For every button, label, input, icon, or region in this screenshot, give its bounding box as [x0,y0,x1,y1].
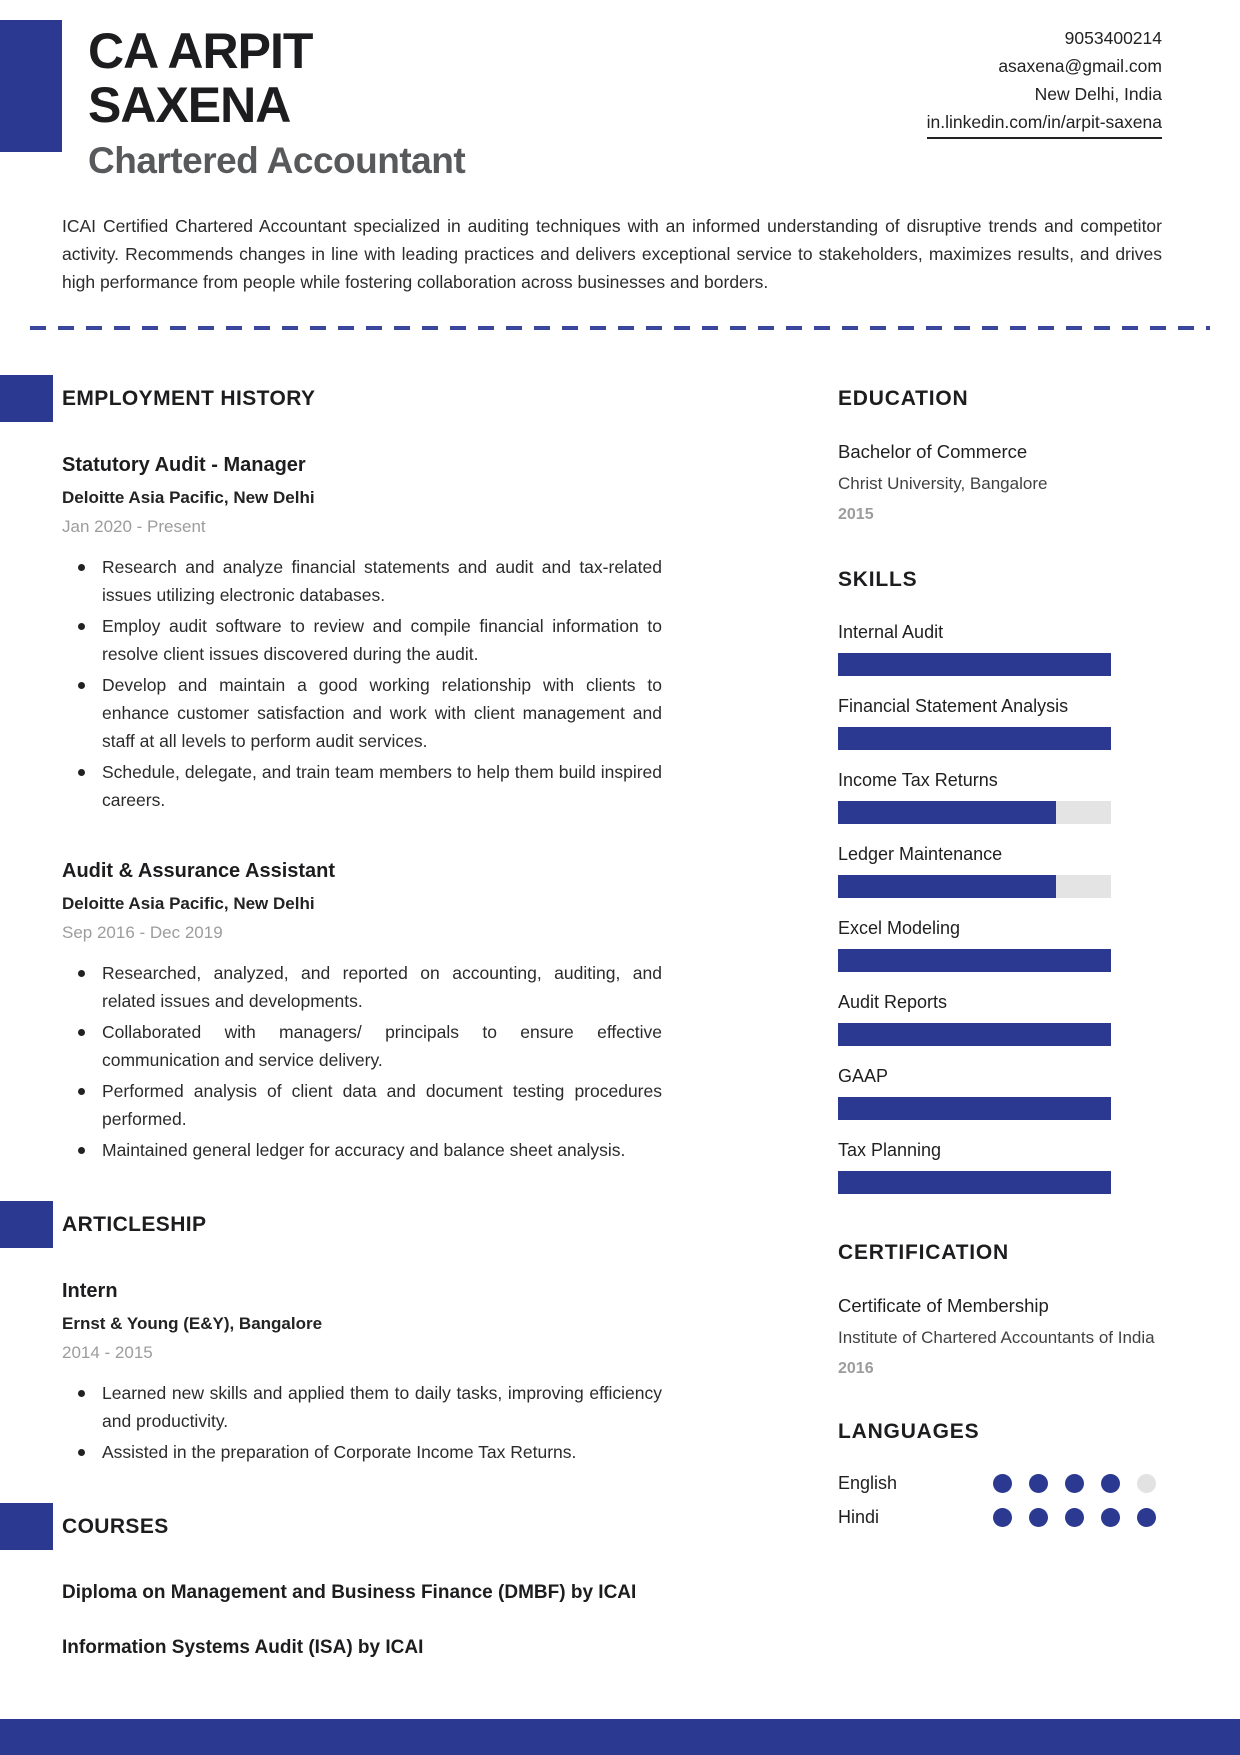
articleship-heading-text: ARTICLESHIP [62,1213,207,1236]
job-dates: 2014 - 2015 [62,1343,153,1362]
education-section [838,386,1162,525]
courses-section [62,1514,662,1660]
language-level-dot-filled [1029,1474,1048,1493]
job-dates: Jan 2020 - Present [62,517,206,536]
certification-year: 2016 [838,1360,874,1377]
language-level-dot-filled [1101,1508,1120,1527]
language-level-dot-filled [1029,1508,1048,1527]
section-marker [0,1503,53,1550]
language-name: English [838,1473,898,1493]
certification-heading: CERTIFICATION [838,1241,1009,1264]
course-item: Information Systems Audit (ISA) by ICAI [62,1637,424,1658]
job-title: Audit & Assurance Assistant [62,860,336,882]
skill-item [838,1139,1162,1194]
skill-item [838,991,1162,1046]
skill-level-bar [838,727,1111,750]
articleship-entry [62,1278,662,1466]
skill-name: Internal Audit [838,622,944,642]
job-title: Statutory Audit - Manager [62,454,306,476]
job-company: Deloitte Asia Pacific, New Delhi [62,488,315,507]
skill-item [838,621,1162,676]
job-title: Intern [62,1280,118,1302]
language-level-dot-filled [993,1474,1012,1493]
skills-section [838,567,1162,1194]
candidate-name-line1: CA ARPIT [88,23,313,79]
section-marker [0,375,53,422]
skill-level-bar [838,1097,1111,1120]
right-column [838,386,1162,1541]
education-school: Christ University, Bangalore [838,474,1048,493]
contact-phone: 9053400214 [1064,28,1162,48]
skill-name: Financial Statement Analysis [838,696,1069,716]
employment-history-heading [62,386,662,412]
job-bullets [62,959,662,1164]
education-heading: EDUCATION [838,387,969,410]
header-accent-block [0,20,62,152]
name-block [88,24,465,182]
skill-item [838,695,1162,750]
skills-heading: SKILLS [838,568,918,591]
job-bullet: Learned new skills and applied them to daily tasks, improving efficiency and productivity. [62,1379,662,1435]
languages-section [838,1419,1162,1528]
skill-level-bar [838,1023,1111,1046]
skill-level-fill [838,875,1056,898]
job-bullet: Maintained general ledger for accuracy and balance sheet analysis. [62,1136,662,1164]
job-bullet: Collaborated with managers/ principals to ensure effective communication and service delivery. [62,1018,662,1074]
skill-level-bar [838,949,1111,972]
job-entry [62,452,662,814]
skill-level-fill [838,653,1111,676]
language-name: Hindi [838,1507,880,1527]
job-bullet: Researched, analyzed, and reported on accounting, auditing, and related issues and developments. [62,959,662,1015]
section-marker [0,1201,53,1248]
language-level-dot-filled [993,1508,1012,1527]
skill-name: Excel Modeling [838,918,961,938]
header [0,0,1240,182]
job-bullet: Research and analyze financial statements and audit and tax-related issues utilizing electronic databases. [62,553,662,609]
language-level-dot-filled [1137,1508,1156,1527]
job-dates: Sep 2016 - Dec 2019 [62,923,223,942]
skill-name: Income Tax Returns [838,770,998,790]
certification-issuer: Institute of Chartered Accountants of India [838,1328,1155,1347]
articleship-heading [62,1212,662,1238]
candidate-name-line2: SAXENA [88,77,291,133]
skill-level-fill [838,1023,1111,1046]
language-level-dots [993,1474,1156,1493]
courses-heading [62,1514,662,1540]
job-company: Ernst & Young (E&Y), Bangalore [62,1314,323,1333]
candidate-name [88,24,465,132]
profile-summary: ICAI Certified Chartered Accountant specialized in auditing techniques with an informed understanding of disruptive trends and competitor activity. Recommends changes in line with leading practices and delivers exceptional service to stakeholders, maximizes results, and drives high performance from people while fostering collaboration across businesses and borders. [62,216,1162,292]
skill-level-fill [838,801,1056,824]
skill-name: Audit Reports [838,992,948,1012]
skill-item [838,769,1162,824]
contact-block [927,24,1162,182]
skill-level-fill [838,1171,1111,1194]
skill-level-fill [838,949,1111,972]
candidate-headline: Chartered Accountant [88,140,466,181]
skill-name: Tax Planning [838,1140,942,1160]
language-level-dot-filled [1101,1474,1120,1493]
skill-level-fill [838,727,1111,750]
skill-item [838,917,1162,972]
job-bullet: Performed analysis of client data and document testing procedures performed. [62,1077,662,1133]
skill-name: Ledger Maintenance [838,844,1003,864]
education-year: 2015 [838,506,874,523]
courses-heading-text: COURSES [62,1515,169,1538]
skill-level-bar [838,1171,1111,1194]
language-level-dots [993,1508,1156,1527]
certification-section [838,1240,1162,1379]
skill-item [838,843,1162,898]
employment-history-heading-text: EMPLOYMENT HISTORY [62,387,316,410]
course-item: Diploma on Management and Business Finance (DMBF) by ICAI [62,1582,637,1603]
language-level-dot-empty [1137,1474,1156,1493]
content-columns [0,330,1240,1708]
language-level-dot-filled [1065,1474,1084,1493]
contact-email: asaxena@gmail.com [998,56,1162,76]
education-degree: Bachelor of Commerce [838,441,1028,462]
footer-accent-bar [0,1719,1240,1755]
job-bullets [62,553,662,814]
skill-level-bar [838,875,1111,898]
contact-linkedin-link[interactable]: in.linkedin.com/in/arpit-saxena [927,108,1162,139]
job-bullet: Schedule, delegate, and train team members to help them build inspired careers. [62,758,662,814]
skill-name: GAAP [838,1066,889,1086]
contact-location: New Delhi, India [1034,84,1162,104]
job-bullet: Assisted in the preparation of Corporate Income Tax Returns. [62,1438,662,1466]
skill-item [838,1065,1162,1120]
left-column [62,386,662,1708]
job-company: Deloitte Asia Pacific, New Delhi [62,894,315,913]
job-bullets [62,1379,662,1466]
employment-history-section [62,386,662,1164]
job-entry [62,858,662,1164]
certification-name: Certificate of Membership [838,1295,1049,1316]
language-row [838,1507,1156,1528]
languages-heading: LANGUAGES [838,1420,980,1443]
job-bullet: Develop and maintain a good working relationship with clients to enhance customer satisfaction and work with client management and staff at all levels to perform audit services. [62,671,662,755]
skill-level-bar [838,653,1111,676]
language-level-dot-filled [1065,1508,1084,1527]
skill-level-fill [838,1097,1111,1120]
skill-level-bar [838,801,1111,824]
job-bullet: Employ audit software to review and compile financial information to resolve client issues discovered during the audit. [62,612,662,668]
articleship-section [62,1212,662,1466]
language-row [838,1473,1156,1494]
